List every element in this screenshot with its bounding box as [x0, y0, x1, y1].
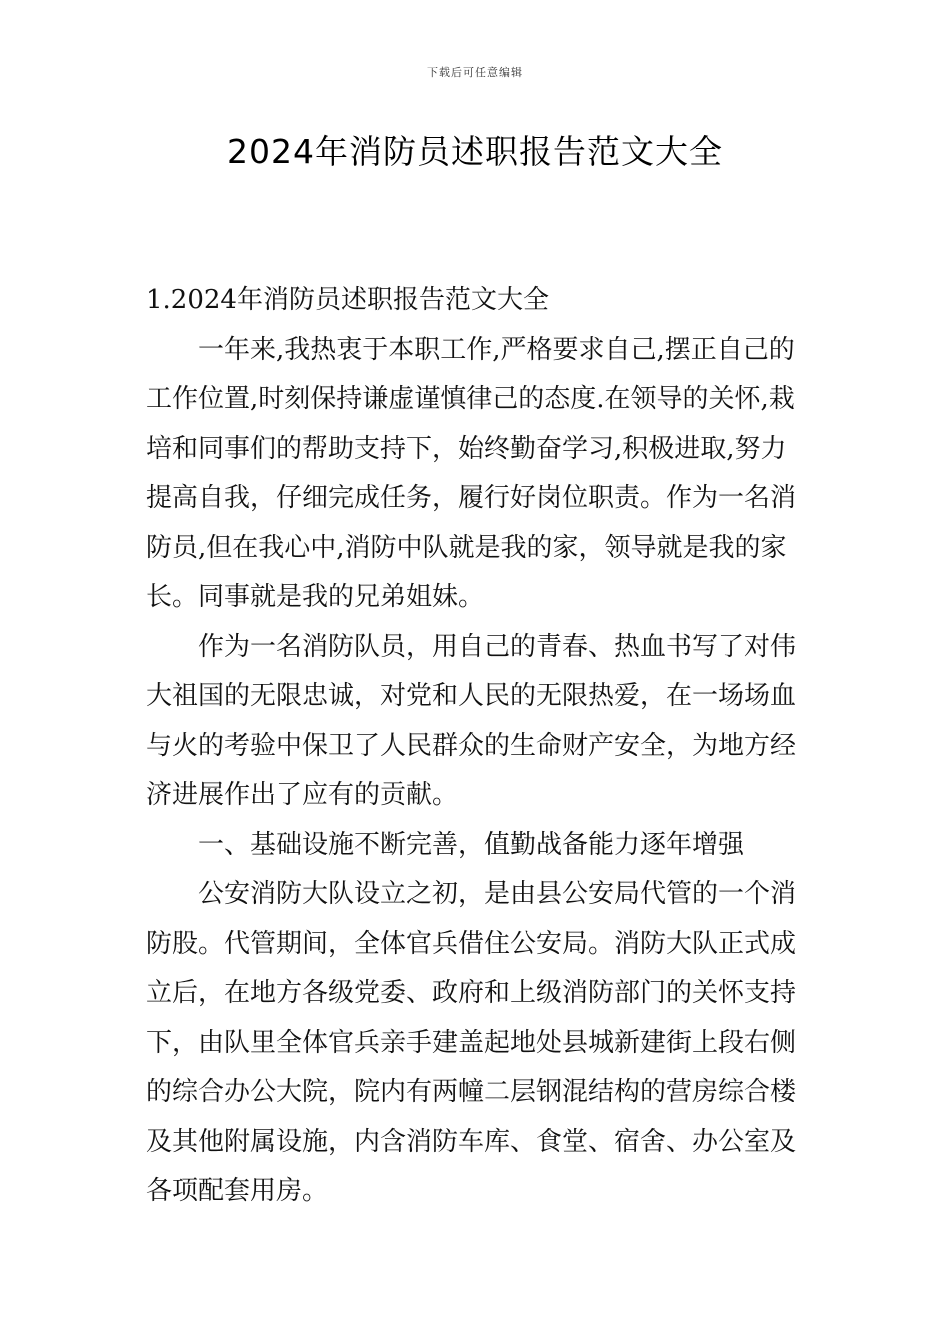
subsection-heading: 一、基础设施不断完善，值勤战备能力逐年增强: [198, 829, 745, 860]
document-title: 2024年消防员述职报告范文大全: [227, 132, 723, 171]
paragraph: 公安消防大队设立之初，是由县公安局代管的一个消防股。代管期间，全体官兵借住公安局。消防大队正式成立后，在地方各级党委、政府和上级消防部门的关怀支持下，由队里全体官兵亲手建盖起地处县城新建街上段右侧的综合办公大院，院内有两幢二层钢混结构的营房综合楼及其他附属设施，内含消防车库、食堂、宿舍、办公室及各项配套用房。: [146, 879, 797, 1206]
section-heading: 1.2024年消防员述职报告范文大全: [146, 285, 549, 315]
document-body: [146, 276, 810, 1217]
paragraph: 一年来,我热衷于本职工作,严格要求自己,摆正自己的工作位置,时刻保持谦虚谨慎律己的态度.在领导的关怀,栽培和同事们的帮助支持下，始终勤奋学习,积极进取,努力提高自我，仔细完成任务，履行好岗位职责。作为一名消防员,但在我心中,消防中队就是我的家，领导就是我的家长。同事就是我的兄弟姐妹。: [146, 334, 797, 612]
paragraph: 作为一名消防队员，用自己的青春、热血书写了对伟大祖国的无限忠诚，对党和人民的无限热爱，在一场场血与火的考验中保卫了人民群众的生命财产安全，为地方经济进展作出了应有的贡献。: [146, 631, 797, 810]
header-note: 下载后可任意编辑: [427, 66, 523, 79]
